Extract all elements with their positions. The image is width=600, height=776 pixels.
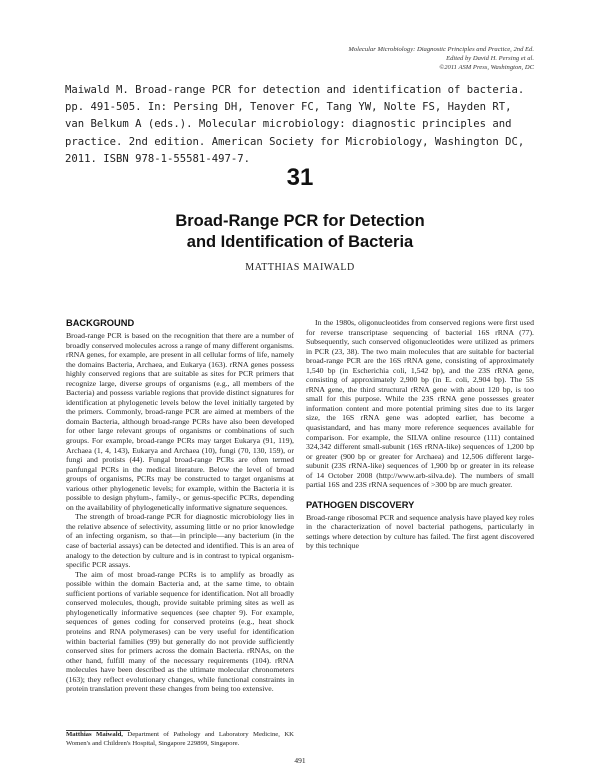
background-paragraph-2: The strength of broad-range PCR for diagnostic microbiology lies in the relative absence of selectivity, assuming little or no prior knowledge of an infecting organism, so that—in principle—any bacterium (in the case of bacterial assays) can be detected and identified. This is an area of analogy to the detection by culture and is in contrast to typical organism-specific PCR assays. xyxy=(66,512,294,570)
pathogen-discovery-heading: PATHOGEN DISCOVERY xyxy=(306,499,415,510)
background-heading: BACKGROUND xyxy=(66,318,135,328)
citation-line: van Belkum A (eds.). Molecular microbiology: diagnostic principles and xyxy=(65,118,512,131)
right-column xyxy=(306,318,534,551)
running-header xyxy=(274,45,534,72)
header-book-line: Molecular Microbiology: Diagnostic Principles and Practice, 2nd Ed. xyxy=(348,46,534,53)
chapter-title xyxy=(0,211,600,252)
pathogen-discovery-paragraph-1: Broad-range ribosomal PCR and sequence analysis have played key roles in the characterization of novel bacterial pathogens, particularly in settings where detection by culture has failed. The first agent discovered by this technique xyxy=(306,512,534,551)
footnote-affiliation: Department of Pathology and Laboratory Medicine, KK Women's and Children's Hospital, Singapore 229899, Singapore. xyxy=(66,731,294,747)
background-paragraph-3: The aim of most broad-range PCRs is to amplify as broadly as possible within the domain Bacteria and, at the same time, to obtain sufficient portions of variable sequence for identification. Not all broadly conserved molecules, though, provide suitable priming sites as well as phylogenetically informative sequences (see chapter 9). For example, sequences of genes coding for conserved proteins (e.g., heat shock proteins and RNA polymerases) can be very useful for identification within bacterial families (99) but generally do not provide sufficiently conserved sites for primers across the domain Bacteria. rRNAs, on the other hand, fulfill many of the necessary requirements (104). rRNA molecules have been described as the ultimate molecular chronometers (163); they reflect evolutionary changes, while functional constraints in protein translation prevent these changes from being too extensive. xyxy=(66,569,294,694)
header-copyright-line: ©2011 ASM Press, Washington, DC xyxy=(439,64,534,71)
page-number: 491 xyxy=(294,756,306,765)
background-paragraph-1: Broad-range PCR is based on the recognition that there are a number of broadly conserved molecules across a range of many different organisms. rRNA genes, for example, are present in all cellular forms of life, namely the domains Bacteria, Archaea, and Eukarya (163). rRNA genes possess highly conserved regions that are suitable as sites for PCR primers that recognize large, diverse groups of organisms (e.g., all members of the Bacteria) and possess variable regions that provide distinct signatures for identification at phylogenetic levels below the level initially targeted by the primers. Commonly, broad-range PCR are aimed at members of the domain Bacteria, although broad-range PCRs have also been developed for other large relevant groups of organisms or combinations of such groups. For example, broad-range PCRs may target Eukarya (91, 119), Archaea (1, 4, 143), Eukarya and Archaea (10), fungi (70, 130, 159), or fungi and protists (44). Fungal broad-range PCRs are often termed panfungal PCRs in the medical literature. Below the level of broad groups of organisms, PCRs may be constructed to target organisms at various other phylogenetic levels; for example, within the Bacteria it is possible to design phylum-, family-, or genus-specific PCRs, depending on the availability of phylogenetically informative signature sequences. xyxy=(66,331,294,512)
author-footnote xyxy=(66,731,294,748)
background-paragraph-4: In the 1980s, oligonucleotides from conserved regions were first used for reverse transcriptase sequencing of bacterial 16S rRNA (77). Subsequently, such conserved oligonucleotides were utilized as primers in PCR (23, 38). The two main molecules that are suitable for bacterial broad-range PCR are the 16S rRNA gene, consisting of approximately 1,540 bp (in Escherichia coli, 1,542 bp), and the 23S rRNA gene, consisting of approximately 2,900 bp (in E. coli, 2,904 bp). The 5S rRNA gene, the third structural rRNA gene with about 120 bp, is too small for this purpose. While the 23S rRNA gene possesses greater information content and more potential priming sites due to its larger size, the 16S rRNA gene was adopted earlier, has become a quasistandard, and has many more reference sequences available for comparison. For example, the SILVA online resource (111) contained 324,342 different small-subunit (16S rRNA-like) sequences of 1,200 bp or greater (900 bp or greater for Archaea) and 12,506 different large-subunit (23S rRNA-like) sequences of 1,900 bp or greater in its release of 14 October 2008 (http://www.arb-silva.de). The numbers of small partial 16S and 23S rRNA sequences of >300 bp are much greater. xyxy=(306,318,534,490)
left-column xyxy=(66,318,294,694)
citation-line: 2011. ISBN 978-1-55581-497-7. xyxy=(65,152,250,165)
footnote-author-name: Matthias Maiwald, xyxy=(66,731,123,738)
citation-block xyxy=(65,82,555,168)
citation-line: pp. 491-505. In: Persing DH, Tenover FC, Tang YW, Nolte FS, Hayden RT, xyxy=(65,101,512,114)
citation-line: practice. 2nd edition. American Society for Microbiology, Washington DC, xyxy=(65,135,525,148)
chapter-title-line-1: Broad-Range PCR for Detection xyxy=(175,212,425,230)
citation-line: Maiwald M. Broad-range PCR for detection and identification of bacteria. xyxy=(65,84,525,96)
chapter-title-line-2: and Identification of Bacteria xyxy=(186,232,414,251)
header-editors-line: Edited by David H. Persing et al. xyxy=(446,55,534,62)
chapter-number: 31 xyxy=(286,164,314,191)
chapter-author: MATTHIAS MAIWALD xyxy=(245,262,355,273)
